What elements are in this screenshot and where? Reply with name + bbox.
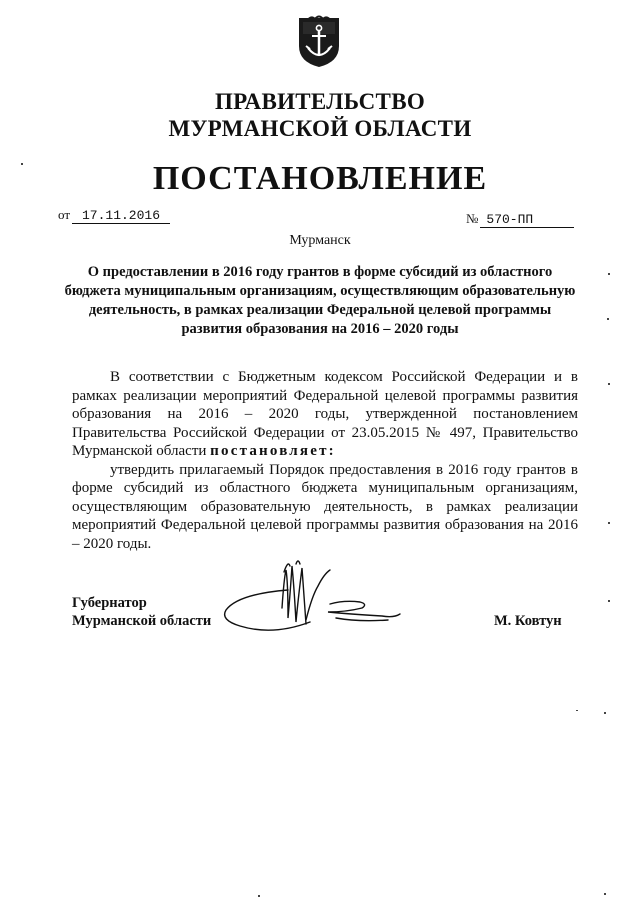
number-value: 570-ПП xyxy=(480,212,574,228)
date-prefix: от xyxy=(58,207,71,222)
signer-title-line1: Губернатор xyxy=(72,595,147,611)
document-type-heading: ПОСТАНОВЛЕНИЕ xyxy=(152,160,488,197)
document-date xyxy=(58,207,170,224)
paragraph-1-text: В соответствии с Бюджетным кодексом Российской Федерации и в рамках реализации мероприятий Федеральной целевой программы развития образования на 2016 – 2020 годы, утвержденной постановлением Правительства Российской Федерации от 23.05.2015 № 497, Правительство Мурманской области xyxy=(72,369,578,459)
document-number xyxy=(466,211,574,228)
city: Мурманск xyxy=(289,233,351,248)
body-paragraph-2: утвердить прилагаемый Порядок предоставления в 2016 году грантов в форме субсидий из областного бюджета муниципальным организациям, осуществляющим образовательную деятельность, в рамках реализации мероприятий Федеральной целевой программы развития образования на 2016 – 2020 годы. xyxy=(72,461,578,552)
signer-title-line2: Мурманской области xyxy=(72,613,212,629)
document-subject: О предоставлении в 2016 году грантов в форме субсидий из областного бюджета муниципальным организациям, осуществляющим образовательную деятельность, в рамках реализации Федеральной целевой программы развития образования на 2016 – 2020 годы xyxy=(64,264,576,337)
government-title-line2: МУРМАНСКОЙ ОБЛАСТИ xyxy=(168,116,472,141)
government-title-line1: ПРАВИТЕЛЬСТВО xyxy=(214,89,426,114)
signer-title xyxy=(72,594,211,630)
number-prefix: № xyxy=(466,211,479,226)
body-paragraph-1 xyxy=(72,368,578,461)
handwritten-signature-icon xyxy=(218,556,418,666)
action-word: постановляет: xyxy=(210,443,336,459)
murmansk-coat-of-arms-icon xyxy=(297,12,341,68)
document-body xyxy=(72,368,578,553)
signer-name: М. Ковтун xyxy=(494,613,562,629)
date-value: 17.11.2016 xyxy=(72,208,170,224)
